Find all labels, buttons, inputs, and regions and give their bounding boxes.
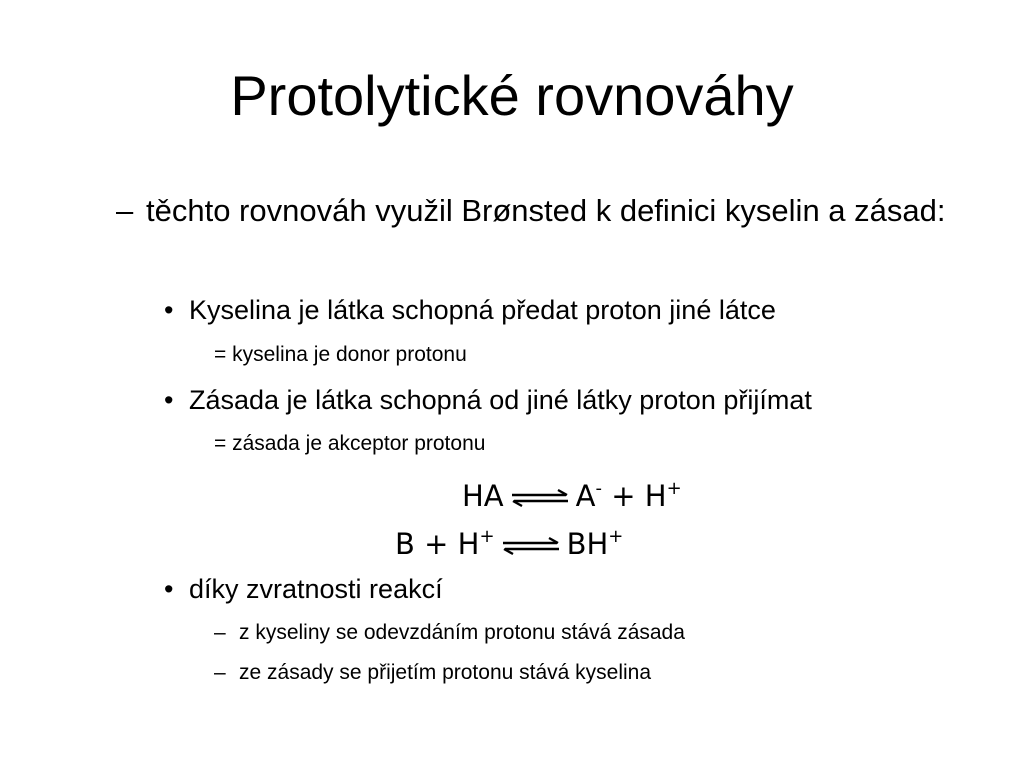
intro-marker: – xyxy=(116,193,134,228)
note-base: = zásada je akceptor protonu xyxy=(214,432,486,455)
sub-marker: – xyxy=(214,621,226,644)
bullet-marker: • xyxy=(164,295,174,325)
bullet-acid xyxy=(164,293,776,327)
eq1-product-a-charge: - xyxy=(595,478,602,499)
equation-acid-dissociation xyxy=(462,478,682,516)
bullet-base xyxy=(164,383,812,417)
bullet-reversibility xyxy=(164,572,443,606)
eq2-reactant-b: H xyxy=(457,527,480,561)
eq2-product-charge: + xyxy=(608,526,624,547)
bullet-text: díky zvratnosti reakcí xyxy=(189,574,443,604)
equilibrium-arrow-icon xyxy=(510,480,570,516)
eq1-product-a: A xyxy=(575,479,596,513)
eq1-product-b: H xyxy=(644,479,667,513)
equilibrium-arrow-icon xyxy=(501,528,561,564)
eq1-product-b-charge: + xyxy=(666,478,682,499)
slide-title: Protolytické rovnováhy xyxy=(230,64,794,127)
note-acid: = kyselina je donor protonu xyxy=(214,343,467,366)
bullet-marker: • xyxy=(164,574,174,604)
eq2-plus: + xyxy=(424,527,449,561)
sub-marker: – xyxy=(214,661,226,684)
bullet-text: Zásada je látka schopná od jiné látky proton přijímat xyxy=(189,385,812,415)
bullet-text: Kyselina je látka schopná předat proton jiné látce xyxy=(189,295,776,325)
bullet-marker: • xyxy=(164,385,174,415)
intro-item xyxy=(116,190,1016,232)
sub-text: ze zásady se přijetím protonu stává kyselina xyxy=(239,661,652,684)
sub-text: z kyseliny se odevzdáním protonu stává zásada xyxy=(239,621,685,644)
eq1-plus: + xyxy=(611,479,636,513)
eq2-reactant-b-charge: + xyxy=(479,526,495,547)
eq2-reactant-a: B xyxy=(395,527,415,561)
eq1-left: HA xyxy=(462,479,504,513)
sub-item-base-to-acid xyxy=(214,659,651,687)
intro-text: těchto rovnováh využil Brønsted k definici kyselin a zásad: xyxy=(146,193,946,228)
equation-base-protonation xyxy=(395,526,623,564)
eq2-product: BH xyxy=(566,527,609,561)
sub-item-acid-to-base xyxy=(214,619,685,647)
